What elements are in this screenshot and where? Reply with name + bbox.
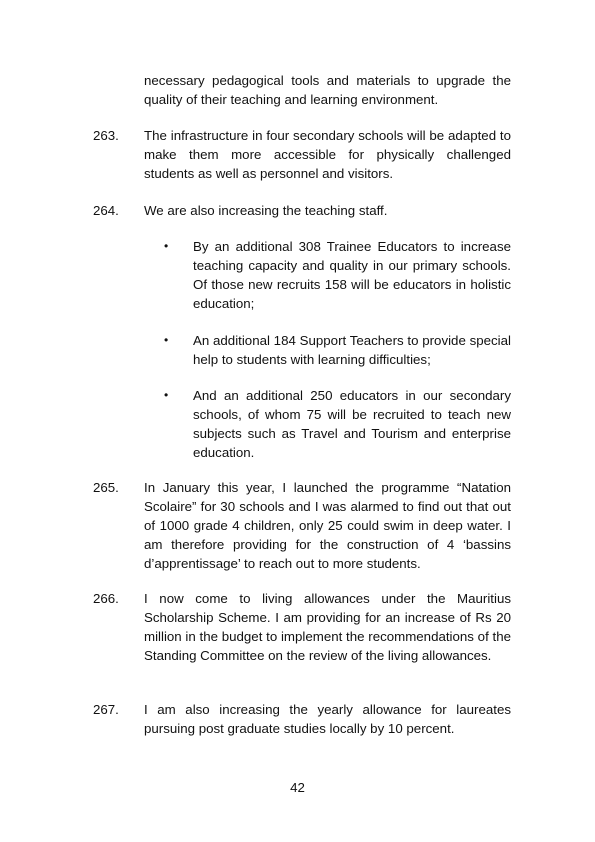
bullet-text: By an additional 308 Trainee Educators to increase teaching capacity and quality in our primary schools. Of those new recruits 158 will be educators in holistic education; — [193, 239, 511, 311]
paragraph-number: 265. — [93, 480, 119, 495]
paragraph-text: We are also increasing the teaching staff. — [144, 203, 388, 218]
paragraph-266 — [93, 589, 511, 665]
continuation-paragraph — [93, 71, 511, 109]
bullet-icon: • — [164, 239, 169, 253]
paragraph-265 — [93, 478, 511, 573]
paragraph-number: 267. — [93, 702, 119, 717]
bullet-icon: • — [164, 333, 169, 347]
paragraph-number: 263. — [93, 128, 119, 143]
paragraph-number: 266. — [93, 591, 119, 606]
bullet-item — [144, 386, 511, 462]
bullet-icon: • — [164, 388, 169, 402]
paragraph-text: I now come to living allowances under the Mauritius Scholarship Scheme. I am providing for an increase of Rs 20 million in the budget to implement the recommendations of the Standing Committee on the review of the living allowances. — [144, 591, 511, 663]
paragraph-264 — [93, 201, 511, 220]
page-number: 42 — [290, 780, 305, 795]
paragraph-text: The infrastructure in four secondary schools will be adapted to make them more accessible for physically challenged students as well as personnel and visitors. — [144, 128, 511, 181]
bullet-item — [144, 331, 511, 369]
paragraph-text: In January this year, I launched the programme “Natation Scolaire” for 30 schools and I was alarmed to find out that out of 1000 grade 4 children, only 25 could swim in deep water. I am therefore providing for the construction of 4 ‘bassins d’apprentissage’ to reach out to more students. — [144, 480, 511, 571]
paragraph-text: I am also increasing the yearly allowance for laureates pursuing post graduate studies locally by 10 percent. — [144, 702, 511, 736]
paragraph-text: necessary pedagogical tools and materials to upgrade the quality of their teaching and learning environment. — [144, 73, 511, 107]
bullet-text: And an additional 250 educators in our secondary schools, of whom 75 will be recruited to teach new subjects such as Travel and Tourism and enterprise education. — [193, 388, 511, 460]
paragraph-number: 264. — [93, 203, 119, 218]
bullet-item — [144, 237, 511, 313]
bullet-text: An additional 184 Support Teachers to provide special help to students with learning difficulties; — [193, 333, 511, 367]
paragraph-263 — [93, 126, 511, 183]
paragraph-267 — [93, 700, 511, 738]
